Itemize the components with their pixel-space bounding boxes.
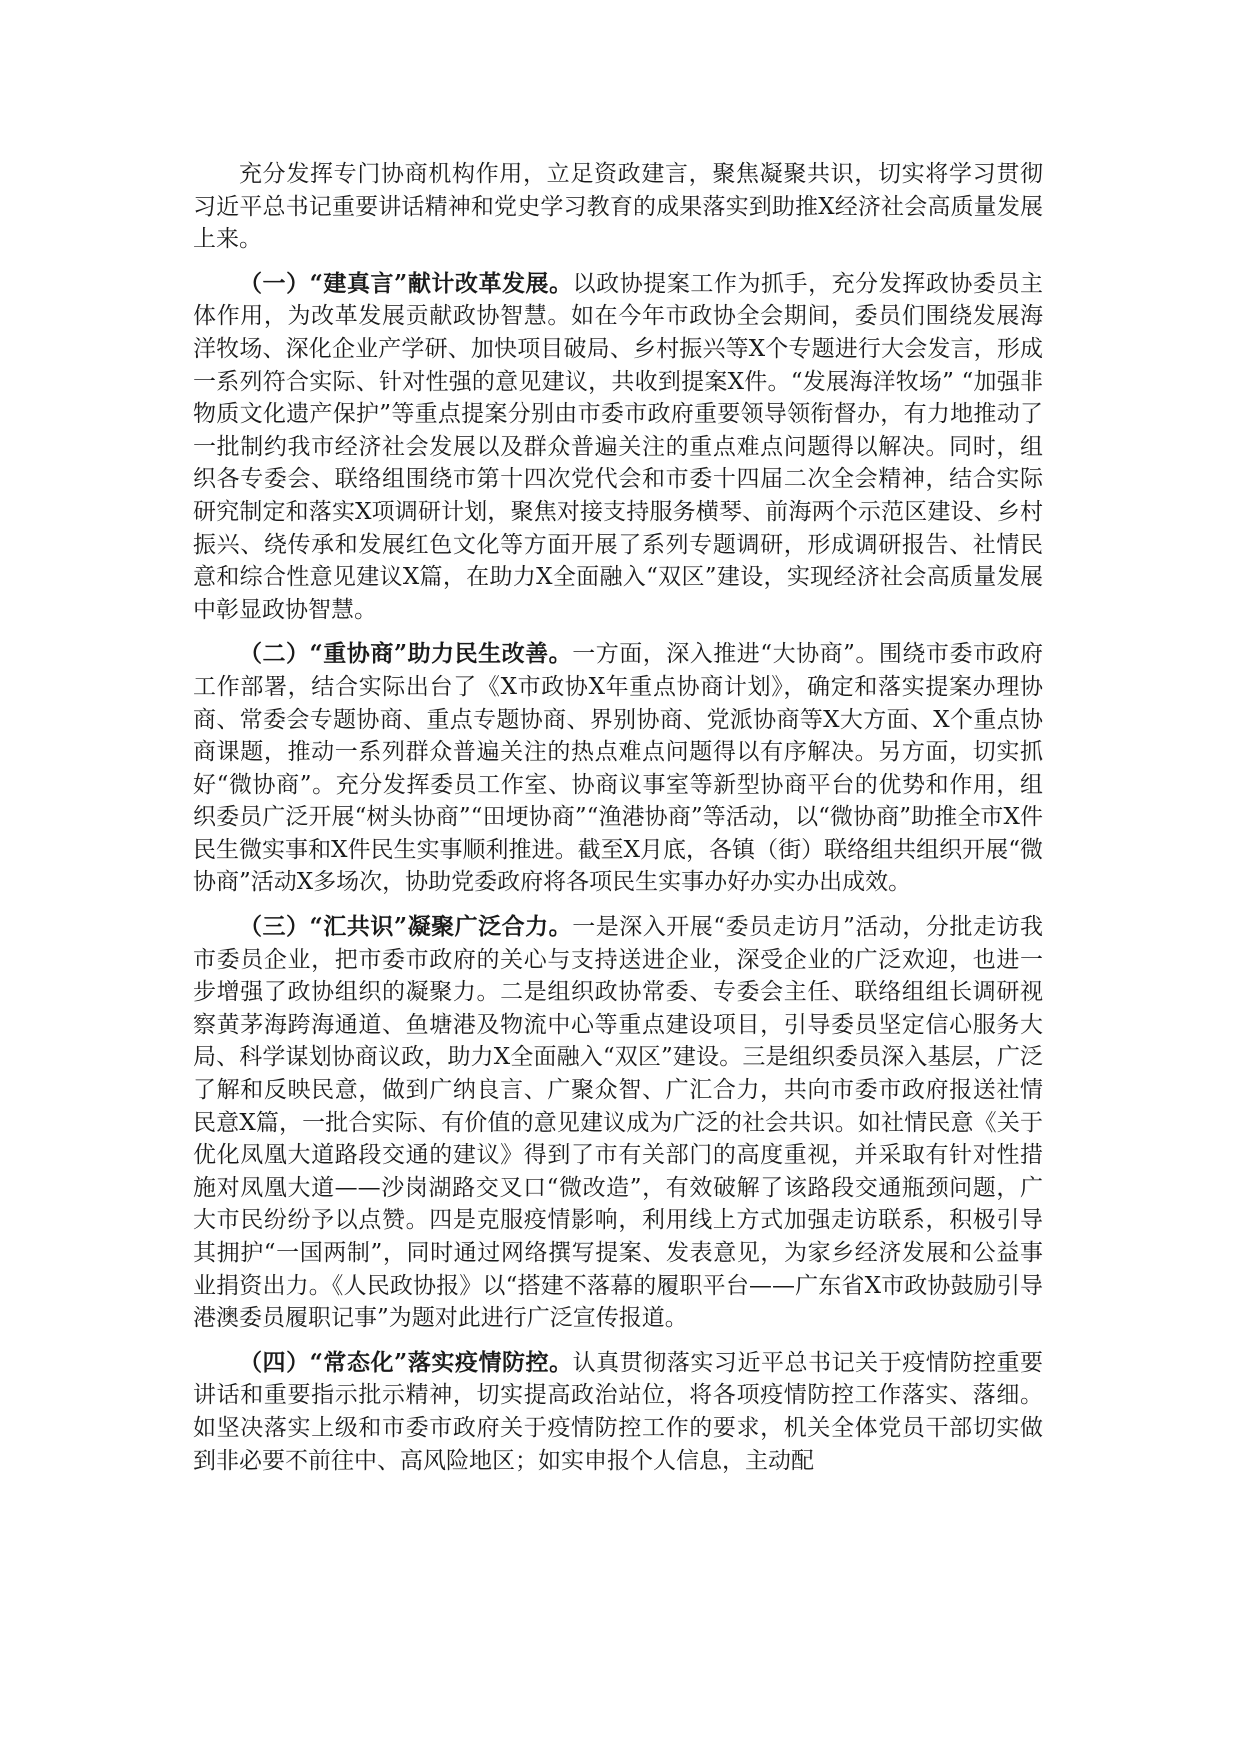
section-4-paragraph bbox=[193, 1347, 1043, 1477]
section-2-body: 一方面，深入推进“大协商”。围绕市委市政府工作部署，结合实际出台了《X市政协X年重点协商计划》，确定和落实提案办理协商、常委会专题协商、重点专题协商、界别协商、党派协商等X大方面、X个重点协商课题，推动一系列群众普遍关注的热点难点问题得以有序解决。另方面，切实抓好“微协商”。充分发挥委员工作室、协商议事室等新型协商平台的优势和作用，组织委员广泛开展“树头协商”“田埂协商”“渔港协商”等活动，以“微协商”助推全市X件民生微实事和X件民生实事顺利推进。截至X月底，各镇（街）联络组共组织开展“微协商”活动X多场次，协助党委政府将各项民生实事办好办实办出成效。 bbox=[193, 641, 1043, 896]
section-1-paragraph bbox=[193, 268, 1043, 627]
section-1-body: 以政协提案工作为抓手，充分发挥政协委员主体作用，为改革发展贡献政协智慧。如在今年市政协全会期间，委员们围绕发展海洋牧场、深化企业产学研、加快项目破局、乡村振兴等X个专题进行大会发言，形成一系列符合实际、针对性强的意见建议，共收到提案X件。“发展海洋牧场” “加强非物质文化遗产保护”等重点提案分别由市委市政府重要领导领衔督办，有力地推动了一批制约我市经济社会发展以及群众普遍关注的重点难点问题得以解决。同时，组织各专委会、联络组围绕市第十四次党代会和市委十四届二次全会精神，结合实际研究制定和落实X项调研计划，聚焦对接支持服务横琴、前海两个示范区建设、乡村振兴、绕传承和发展红色文化等方面开展了系列专题调研，形成调研报告、社情民意和综合性意见建议X篇，在助力X全面融入“双区”建设，实现经济社会高质量发展中彰显政协智慧。 bbox=[193, 270, 1043, 623]
section-4-heading: （四）“常态化”落实疫情防控。 bbox=[239, 1348, 573, 1376]
section-2-paragraph bbox=[193, 638, 1043, 899]
document-page bbox=[193, 158, 1043, 1489]
section-2-heading: （二）“重协商”助力民生改善。 bbox=[239, 640, 573, 668]
intro-paragraph bbox=[193, 158, 1043, 256]
section-4-body: 认真贯彻落实习近平总书记关于疫情防控重要讲话和重要指示批示精神，切实提高政治站位，将各项疫情防控工作落实、落细。如坚决落实上级和市委市政府关于疫情防控工作的要求，机关全体党员干部切实做到非必要不前往中、高风险地区；如实申报个人信息，主动配 bbox=[193, 1349, 1043, 1474]
section-3-body: 一是深入开展“委员走访月”活动，分批走访我市委员企业，把市委市政府的关心与支持送进企业，深受企业的广泛欢迎，也进一步增强了政协组织的凝聚力。二是组织政协常委、专委会主任、联络组组长调研视察黄茅海跨海通道、鱼塘港及物流中心等重点建设项目，引导委员坚定信心服务大局、科学谋划协商议政，助力X全面融入“双区”建设。三是组织委员深入基层，广泛了解和反映民意，做到广纳良言、广聚众智、广汇合力，共向市委市政府报送社情民意X篇，一批合实际、有价值的意见建议成为广泛的社会共识。如社情民意《关于优化凤凰大道路段交通的建议》得到了市有关部门的高度重视，并采取有针对性措施对凤凰大道——沙岗湖路交叉口“微改造”，有效破解了该路段交通瓶颈问题，广大市民纷纷予以点赞。四是克服疫情影响，利用线上方式加强走访联系，积极引导其拥护“一国两制”，同时通过网络撰写提案、发表意见，为家乡经济发展和公益事业捐资出力。《人民政协报》以“搭建不落幕的履职平台——广东省X市政协鼓励引导港澳委员履职记事”为题对此进行广泛宣传报道。 bbox=[193, 914, 1043, 1332]
section-3-heading: （三）“汇共识”凝聚广泛合力。 bbox=[239, 913, 573, 941]
section-3-paragraph bbox=[193, 911, 1043, 1335]
paragraph-body: 充分发挥专门协商机构作用，立足资政建言，聚焦凝聚共识，切实将学习贯彻习近平总书记重要讲话精神和党史学习教育的成果落实到助推X经济社会高质量发展上来。 bbox=[193, 161, 1043, 253]
section-1-heading: （一）“建真言”献计改革发展。 bbox=[239, 269, 573, 297]
